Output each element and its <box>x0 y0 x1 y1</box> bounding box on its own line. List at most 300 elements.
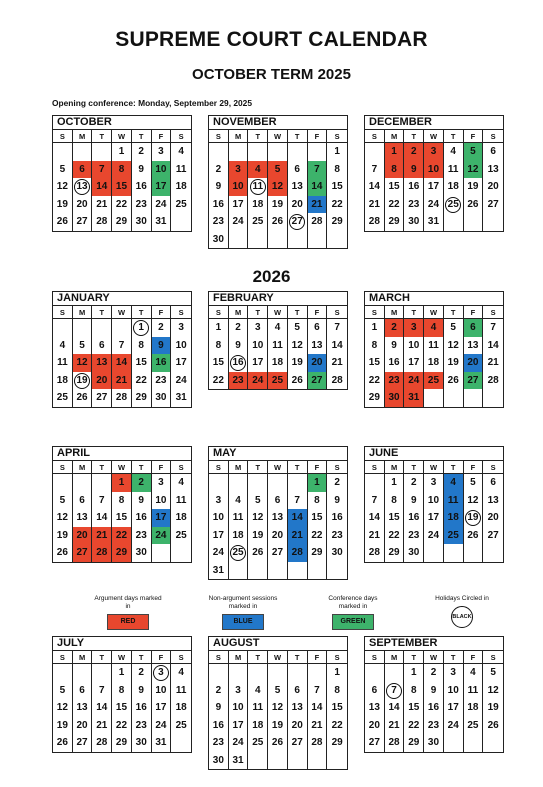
weekday-header: F <box>152 651 172 664</box>
weekday-header: T <box>92 130 112 143</box>
day-cell: 26 <box>464 196 484 214</box>
day-cell: 14 <box>308 178 328 196</box>
empty-cell <box>308 143 328 161</box>
day-cell: 16 <box>209 717 229 735</box>
day-cell: 1 <box>308 474 328 492</box>
day-cell: 22 <box>385 196 405 214</box>
day-cell: 12 <box>464 492 484 510</box>
day-cell: 7 <box>288 492 308 510</box>
day-cell: 16 <box>385 354 405 372</box>
day-cell: 31 <box>152 734 172 752</box>
legend-item-green <box>318 595 388 630</box>
day-cell: 10 <box>404 337 424 355</box>
day-cell: 11 <box>424 337 444 355</box>
day-cell: 6 <box>365 682 385 700</box>
weekday-header: W <box>268 306 288 319</box>
day-cell: 4 <box>178 477 184 488</box>
day-cell: 4 <box>464 664 484 682</box>
day-cell: 5 <box>248 492 268 510</box>
day-cell: 26 <box>268 734 288 752</box>
weekday-header: M <box>229 306 249 319</box>
day-cell: 1 <box>365 319 385 337</box>
day-cell: 13 <box>288 178 308 196</box>
day-cell: 2 <box>404 143 424 161</box>
day-cell: 27 <box>92 389 112 407</box>
day-cell: 11 <box>268 337 288 355</box>
day-cell: 19 <box>464 509 484 527</box>
day-cell: 22 <box>308 527 328 545</box>
weekday-header: F <box>308 306 328 319</box>
empty-cell <box>209 474 229 492</box>
day-cell: 17 <box>404 354 424 372</box>
day-cell: 19 <box>53 196 73 214</box>
day-cell: 24 <box>444 717 464 735</box>
weekday-header: S <box>327 306 347 319</box>
day-cell: 7 <box>385 682 405 700</box>
day-cell: 15 <box>112 178 132 196</box>
empty-cell <box>248 752 268 770</box>
empty-cell <box>288 664 308 682</box>
day-cell: 15 <box>331 181 343 192</box>
day-cell: 21 <box>92 717 112 735</box>
weekday-header: M <box>229 461 249 474</box>
day-cell: 29 <box>365 389 385 407</box>
day-cell: 13 <box>308 337 328 355</box>
day-cell: 4 <box>424 319 444 337</box>
day-cell: 7 <box>365 161 385 179</box>
weekday-header: M <box>73 306 93 319</box>
empty-cell <box>444 544 464 562</box>
weekday-header: S <box>327 651 347 664</box>
day-cell: 11 <box>175 684 187 696</box>
day-cell: 31 <box>152 213 172 231</box>
weekday-header: T <box>444 130 464 143</box>
day-cell: 5 <box>464 474 484 492</box>
weekday-header: T <box>444 306 464 319</box>
day-cell: 9 <box>132 161 152 179</box>
day-cell: 24 <box>209 544 229 562</box>
day-cell: 9 <box>385 337 405 355</box>
empty-cell <box>248 474 268 492</box>
day-cell: 9 <box>132 492 152 510</box>
day-cell: 4 <box>444 474 464 492</box>
empty-cell <box>229 474 249 492</box>
day-cell: 30 <box>209 752 229 770</box>
day-cell: 4 <box>268 319 288 337</box>
empty-cell <box>53 664 73 682</box>
day-cell: 25 <box>464 717 484 735</box>
weekday-header: M <box>73 651 93 664</box>
empty-cell <box>248 562 268 580</box>
day-cell: 10 <box>175 339 187 351</box>
legend-label: Non-argument sessions marked in <box>208 595 278 610</box>
empty-cell <box>444 734 464 752</box>
empty-cell <box>268 752 288 770</box>
day-cell: 27 <box>308 372 328 390</box>
empty-cell <box>248 664 268 682</box>
day-cell: 15 <box>365 354 385 372</box>
weekday-header: T <box>404 130 424 143</box>
day-cell: 28 <box>331 374 343 386</box>
day-cell: 28 <box>487 374 499 386</box>
day-cell: 1 <box>132 319 152 337</box>
day-cell: 8 <box>334 684 340 696</box>
empty-cell <box>112 319 132 337</box>
day-cell: 27 <box>73 544 93 562</box>
day-cell: 31 <box>404 389 424 407</box>
month-november <box>208 115 348 249</box>
day-cell: 5 <box>268 682 288 700</box>
day-cell: 15 <box>308 509 328 527</box>
day-cell: 24 <box>152 527 172 545</box>
weekday-header: M <box>229 651 249 664</box>
day-cell: 20 <box>73 527 93 545</box>
day-cell: 20 <box>92 372 112 390</box>
day-cell: 1 <box>404 664 424 682</box>
weekday-header: W <box>112 306 132 319</box>
weekday-header: T <box>288 461 308 474</box>
weekday-header: T <box>92 461 112 474</box>
day-cell: 22 <box>365 372 385 390</box>
day-cell: 2 <box>132 143 152 161</box>
weekday-header: S <box>483 130 503 143</box>
day-cell: 18 <box>248 717 268 735</box>
weekday-header: T <box>248 306 268 319</box>
day-cell: 17 <box>248 354 268 372</box>
empty-cell <box>209 143 229 161</box>
day-cell: 8 <box>334 163 340 175</box>
day-cell: 6 <box>92 337 112 355</box>
day-cell: 20 <box>73 196 93 214</box>
day-cell: 26 <box>268 213 288 231</box>
day-cell: 20 <box>487 181 499 192</box>
day-cell: 4 <box>248 682 268 700</box>
day-cell: 3 <box>152 474 172 492</box>
day-cell: 2 <box>152 319 172 337</box>
day-cell: 16 <box>209 196 229 214</box>
day-cell: 9 <box>152 337 172 355</box>
day-cell: 23 <box>385 372 405 390</box>
day-cell: 4 <box>178 146 184 157</box>
weekday-header: T <box>288 651 308 664</box>
term-subtitle: OCTOBER TERM 2025 <box>192 66 351 83</box>
day-cell: 23 <box>132 527 152 545</box>
day-cell: 18 <box>175 181 187 192</box>
day-cell: 25 <box>444 527 464 545</box>
weekday-header: M <box>73 461 93 474</box>
weekday-header: T <box>288 306 308 319</box>
month-december <box>364 115 504 232</box>
day-cell: 26 <box>53 213 73 231</box>
day-cell: 24 <box>404 372 424 390</box>
day-cell: 26 <box>53 544 73 562</box>
day-cell: 1 <box>112 474 132 492</box>
day-cell: 24 <box>248 372 268 390</box>
day-cell: 30 <box>132 544 152 562</box>
empty-cell <box>483 389 503 407</box>
day-cell: 8 <box>112 492 132 510</box>
day-cell: 12 <box>268 699 288 717</box>
empty-cell <box>464 734 484 752</box>
weekday-header: S <box>209 130 229 143</box>
day-cell: 7 <box>308 161 328 179</box>
weekday-header: T <box>248 651 268 664</box>
empty-cell <box>229 664 249 682</box>
day-cell: 24 <box>175 374 187 386</box>
empty-cell <box>288 231 308 249</box>
month-name: JULY <box>53 637 191 651</box>
day-cell: 28 <box>365 213 385 231</box>
empty-cell <box>152 544 172 562</box>
legend-item-blue <box>200 595 286 630</box>
weekday-header: S <box>365 130 385 143</box>
month-october <box>52 115 192 232</box>
empty-cell <box>92 319 112 337</box>
day-cell: 23 <box>132 717 152 735</box>
empty-cell <box>229 562 249 580</box>
day-cell: 6 <box>490 477 496 488</box>
day-cell: 17 <box>152 509 172 527</box>
day-cell: 22 <box>112 196 132 214</box>
legend-item-circ <box>427 595 497 628</box>
day-cell: 12 <box>268 178 288 196</box>
day-cell: 19 <box>53 717 73 735</box>
day-cell: 16 <box>229 354 249 372</box>
day-cell: 10 <box>229 178 249 196</box>
day-cell: 15 <box>385 509 405 527</box>
day-cell: 29 <box>331 737 343 748</box>
empty-cell <box>268 474 288 492</box>
day-cell: 10 <box>152 682 172 700</box>
day-cell: 2 <box>209 682 229 700</box>
day-cell: 18 <box>464 699 484 717</box>
day-cell: 31 <box>209 562 229 580</box>
empty-cell <box>327 752 347 770</box>
empty-cell <box>73 474 93 492</box>
day-cell: 27 <box>288 213 308 231</box>
day-cell: 3 <box>424 474 444 492</box>
day-cell: 25 <box>248 734 268 752</box>
day-cell: 10 <box>152 161 172 179</box>
day-cell: 12 <box>248 509 268 527</box>
day-cell: 28 <box>308 734 328 752</box>
day-cell: 22 <box>112 717 132 735</box>
day-cell: 27 <box>73 213 93 231</box>
day-cell: 14 <box>365 178 385 196</box>
day-cell: 10 <box>152 492 172 510</box>
weekday-header: M <box>385 651 405 664</box>
empty-cell <box>308 231 328 249</box>
day-cell: 28 <box>112 389 132 407</box>
weekday-header: W <box>424 130 444 143</box>
empty-cell <box>327 231 347 249</box>
day-cell: 18 <box>229 527 249 545</box>
day-cell: 4 <box>178 667 184 678</box>
day-cell: 13 <box>92 354 112 372</box>
day-cell: 9 <box>209 699 229 717</box>
month-name: FEBRUARY <box>209 292 347 306</box>
day-cell: 29 <box>385 544 405 562</box>
empty-cell <box>483 213 503 231</box>
day-cell: 12 <box>464 161 484 179</box>
empty-cell <box>248 231 268 249</box>
day-cell: 19 <box>464 178 484 196</box>
month-march <box>364 291 504 408</box>
weekday-header: F <box>464 130 484 143</box>
weekday-header: F <box>308 461 328 474</box>
weekday-header: T <box>132 461 152 474</box>
day-cell: 7 <box>112 337 132 355</box>
day-cell: 19 <box>53 527 73 545</box>
weekday-header: S <box>53 130 73 143</box>
weekday-header: S <box>365 461 385 474</box>
day-cell: 20 <box>464 354 484 372</box>
day-cell: 15 <box>385 178 405 196</box>
day-cell: 21 <box>487 357 499 368</box>
weekday-header: F <box>464 306 484 319</box>
day-cell: 27 <box>464 372 484 390</box>
empty-cell <box>171 734 191 752</box>
day-cell: 7 <box>92 161 112 179</box>
day-cell: 7 <box>334 322 340 333</box>
day-cell: 20 <box>73 717 93 735</box>
day-cell: 13 <box>487 163 499 175</box>
weekday-header: T <box>132 651 152 664</box>
day-cell: 17 <box>175 357 187 368</box>
day-cell: 9 <box>209 178 229 196</box>
month-february <box>208 291 348 390</box>
day-cell: 12 <box>288 337 308 355</box>
month-name: NOVEMBER <box>209 116 347 130</box>
weekday-header: S <box>327 130 347 143</box>
day-cell: 25 <box>248 213 268 231</box>
day-cell: 28 <box>385 734 405 752</box>
day-cell: 3 <box>444 664 464 682</box>
day-cell: 16 <box>132 699 152 717</box>
day-cell: 28 <box>92 544 112 562</box>
day-cell: 17 <box>209 527 229 545</box>
day-cell: 22 <box>132 372 152 390</box>
day-cell: 3 <box>229 161 249 179</box>
month-name: JUNE <box>365 447 503 461</box>
day-cell: 11 <box>444 492 464 510</box>
day-cell: 15 <box>112 509 132 527</box>
day-cell: 27 <box>73 734 93 752</box>
day-cell: 15 <box>331 702 343 713</box>
day-cell: 8 <box>404 682 424 700</box>
day-cell: 21 <box>385 717 405 735</box>
day-cell: 3 <box>424 143 444 161</box>
empty-cell <box>327 562 347 580</box>
day-cell: 31 <box>175 392 187 403</box>
legend-swatch: BLUE <box>222 614 264 630</box>
weekday-header: F <box>464 651 484 664</box>
empty-cell <box>308 562 328 580</box>
day-cell: 6 <box>73 682 93 700</box>
empty-cell <box>483 544 503 562</box>
weekday-header: S <box>171 306 191 319</box>
day-cell: 25 <box>444 196 464 214</box>
weekday-header: S <box>483 306 503 319</box>
day-cell: 16 <box>424 699 444 717</box>
day-cell: 10 <box>229 699 249 717</box>
day-cell: 9 <box>404 492 424 510</box>
weekday-header: S <box>327 461 347 474</box>
day-cell: 30 <box>152 389 172 407</box>
day-cell: 26 <box>248 544 268 562</box>
day-cell: 7 <box>490 322 496 333</box>
day-cell: 20 <box>268 527 288 545</box>
month-name: MAY <box>209 447 347 461</box>
empty-cell <box>483 734 503 752</box>
day-cell: 30 <box>385 389 405 407</box>
day-cell: 20 <box>365 717 385 735</box>
day-cell: 2 <box>334 477 340 488</box>
empty-cell <box>248 143 268 161</box>
day-cell: 11 <box>444 161 464 179</box>
weekday-header: M <box>229 130 249 143</box>
day-cell: 18 <box>424 354 444 372</box>
year-heading: 2026 <box>252 267 291 286</box>
empty-cell <box>424 544 444 562</box>
weekday-header: S <box>365 306 385 319</box>
day-cell: 10 <box>424 492 444 510</box>
weekday-header: S <box>53 651 73 664</box>
weekday-header: W <box>112 461 132 474</box>
day-cell: 17 <box>152 699 172 717</box>
day-cell: 24 <box>229 213 249 231</box>
day-cell: 1 <box>112 143 132 161</box>
day-cell: 30 <box>331 547 343 558</box>
day-cell: 4 <box>248 161 268 179</box>
day-cell: 22 <box>404 717 424 735</box>
day-cell: 29 <box>331 216 343 227</box>
day-cell: 25 <box>175 529 187 541</box>
day-cell: 30 <box>404 213 424 231</box>
month-august <box>208 636 348 770</box>
month-name: AUGUST <box>209 637 347 651</box>
day-cell: 1 <box>385 143 405 161</box>
day-cell: 27 <box>268 544 288 562</box>
day-cell: 30 <box>132 734 152 752</box>
day-cell: 5 <box>288 319 308 337</box>
day-cell: 16 <box>404 509 424 527</box>
day-cell: 28 <box>365 544 385 562</box>
empty-cell <box>365 143 385 161</box>
day-cell: 24 <box>424 196 444 214</box>
weekday-header: T <box>404 306 424 319</box>
day-cell: 14 <box>385 699 405 717</box>
day-cell: 16 <box>404 178 424 196</box>
day-cell: 6 <box>73 492 93 510</box>
day-cell: 22 <box>209 372 229 390</box>
empty-cell <box>288 752 308 770</box>
month-name: DECEMBER <box>365 116 503 130</box>
empty-cell <box>209 664 229 682</box>
weekday-header: W <box>112 130 132 143</box>
day-cell: 11 <box>464 682 484 700</box>
day-cell: 20 <box>288 717 308 735</box>
weekday-header: T <box>132 130 152 143</box>
day-cell: 6 <box>308 319 328 337</box>
day-cell: 24 <box>229 734 249 752</box>
day-cell: 9 <box>424 682 444 700</box>
month-name: APRIL <box>53 447 191 461</box>
empty-cell <box>229 231 249 249</box>
day-cell: 20 <box>288 196 308 214</box>
day-cell: 19 <box>288 354 308 372</box>
day-cell: 25 <box>175 198 187 210</box>
